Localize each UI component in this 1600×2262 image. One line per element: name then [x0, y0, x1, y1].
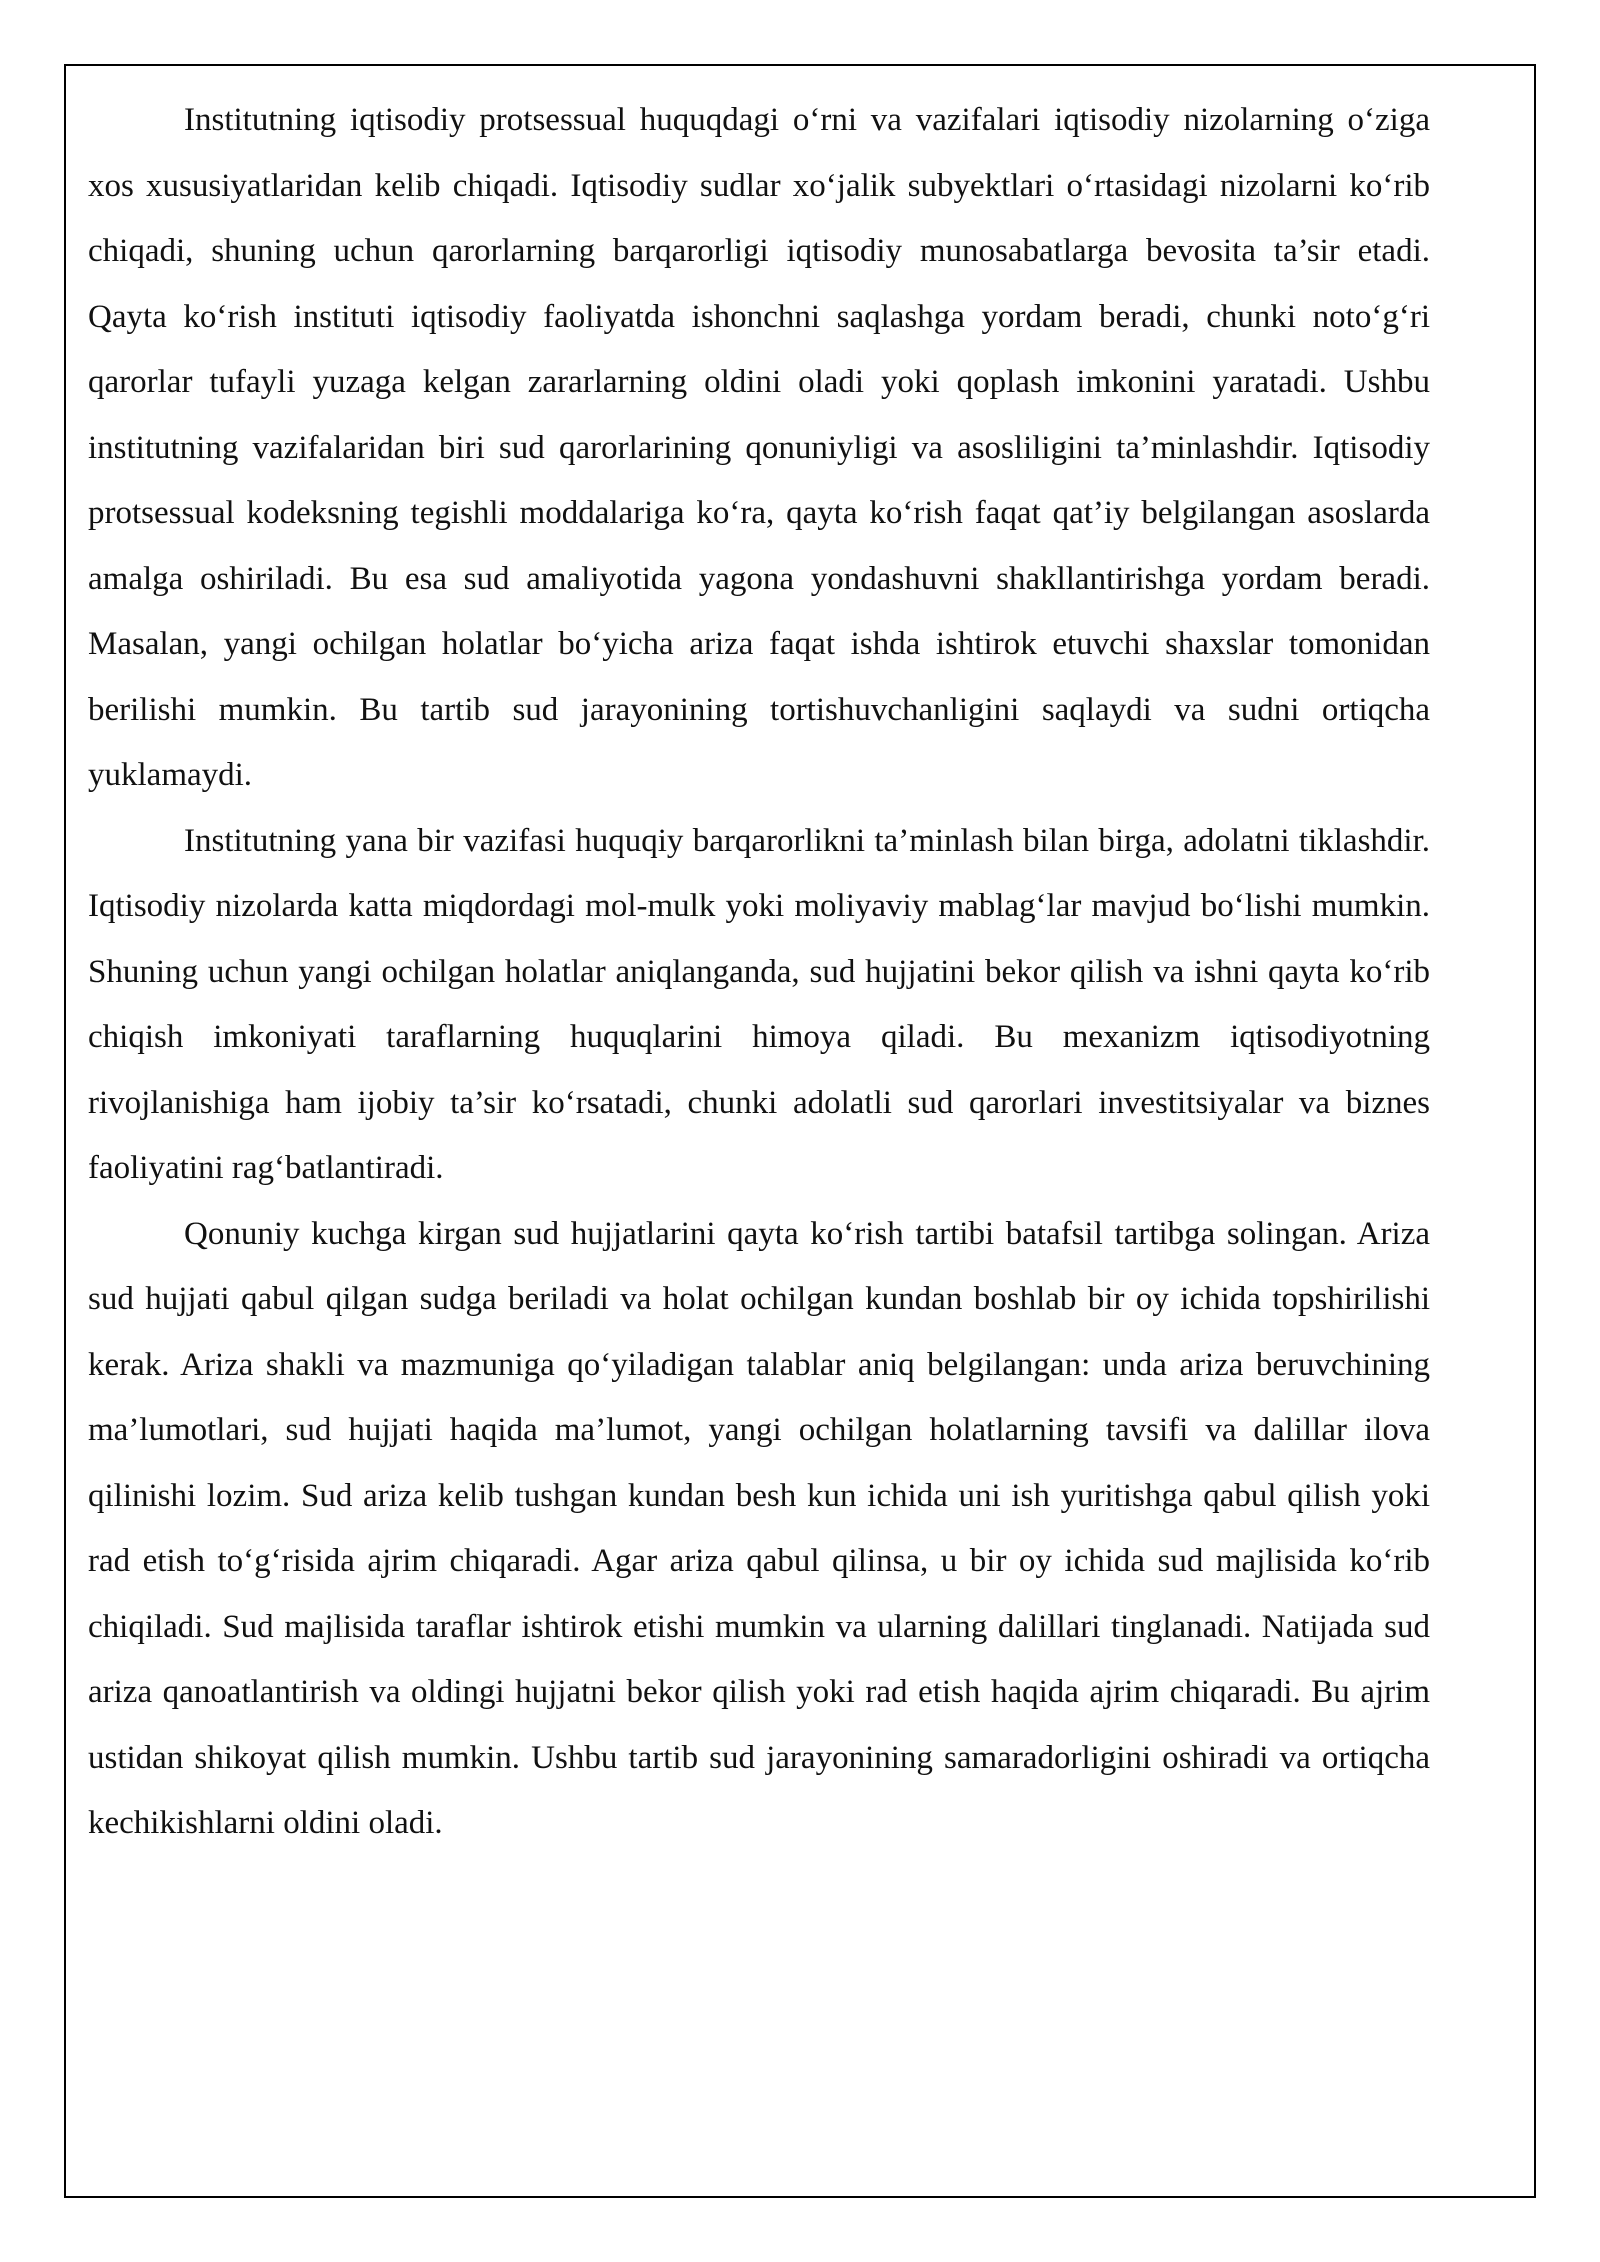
paragraph-institute-role: Institutning iqtisodiy protsessual huquqdagi o‘rni va vazifalari iqtisodiy nizolarning o‘ziga xos xususiyatlaridan kelib chiqadi. Iqtisodiy sudlar xo‘jalik subyektlari o‘rtasidagi nizolarni ko‘rib chiqadi, shuning uchun qarorlarning barqarorligi iqtisodiy munosabatlarga bevosita ta’sir etadi. Qayta ko‘rish instituti iqtisodiy faoliyatda ishonchni saqlashga yordam beradi, chunki noto‘g‘ri qarorlar tufayli yuzaga kelgan zararlarning oldini oladi yoki qoplash imkonini yaratadi. Ushbu institutning vazifalaridan biri sud qarorlarining qonuniyligi va asosliligini ta’minlashdir. Iqtisodiy protsessual kodeksning tegishli moddalariga ko‘ra, qayta ko‘rish faqat qat’iy belgilangan asoslarda amalga oshiriladi. Bu esa sud amaliyotida yagona yondashuvni shakllantirishga yordam beradi. Masalan, yangi ochilgan holatlar bo‘yicha ariza faqat ishda ishtirok etuvchi shaxslar tomonidan berilishi mumkin. Bu tartib sud jarayonining tortishuvchanligini saqlaydi va sudni ortiqcha yuklamaydi. — [88, 102, 1430, 793]
document-body — [88, 88, 1430, 1857]
paragraph-justice-restoration: Institutning yana bir vazifasi huquqiy barqarorlikni ta’minlash bilan birga, adolatni tiklashdir. Iqtisodiy nizolarda katta miqdordagi mol-mulk yoki moliyaviy mablag‘lar mavjud bo‘lishi mumkin. Shuning uchun yangi ochilgan holatlar aniqlanganda, sud hujjatini bekor qilish va ishni qayta ko‘rib chiqish imkoniyati taraflarning huquqlarini himoya qiladi. Bu mexanizm iqtisodiyotning rivojlanishiga ham ijobiy ta’sir ko‘rsatadi, chunki adolatli sud qarorlari investitsiyalar va biznes faoliyatini rag‘batlantiradi. — [88, 822, 1430, 1186]
paragraph-review-procedure: Qonuniy kuchga kirgan sud hujjatlarini qayta ko‘rish tartibi batafsil tartibga solingan. Ariza sud hujjati qabul qilgan sudga beriladi va holat ochilgan kundan boshlab bir oy ichida topshirilishi kerak. Ariza shakli va mazmuniga qo‘yiladigan talablar aniq belgilangan: unda ariza beruvchining ma’lumotlari, sud hujjati haqida ma’lumot, yangi ochilgan holatlarning tavsifi va dalillar ilova qilinishi lozim. Sud ariza kelib tushgan kundan besh kun ichida uni ish yuritishga qabul qilish yoki rad etish to‘g‘risida ajrim chiqaradi. Agar ariza qabul qilinsa, u bir oy ichida sud majlisida ko‘rib chiqiladi. Sud majlisida taraflar ishtirok etishi mumkin va ularning dalillari tinglanadi. Natijada sud ariza qanoatlantirish va oldingi hujjatni bekor qilish yoki rad etish haqida ajrim chiqaradi. Bu ajrim ustidan shikoyat qilish mumkin. Ushbu tartib sud jarayonining samaradorligini oshiradi va ortiqcha kechikishlarni oldini oladi. — [88, 1215, 1430, 1841]
